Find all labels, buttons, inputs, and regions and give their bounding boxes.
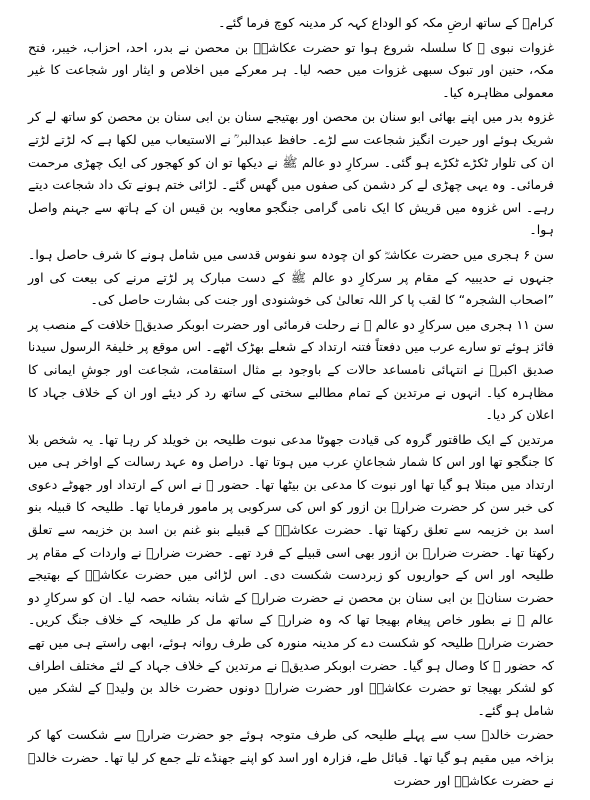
paragraph-2: غزوات نبوی ﷺ کا سلسلہ شروع ہوا تو حضرت عکاشہؓ بن محصن نے بدر، احد، احزاب، خیبر، فتح مکہ، حنین اور تبوک سبھی غزوات میں حصہ لیا۔ ہر معرکے میں اخلاص و ایثار اور شجاعت کا غیر معمولی مظاہرہ کیا۔ bbox=[28, 39, 554, 100]
paragraph-5: سن ۱۱ ہجری میں سرکارِ دو عالم ﷺ نے رحلت فرمائی اور حضرت ابوبکر صدیقؓ خلافت کے منصب پر فائز ہوئے تو سارے عرب میں دفعتاً فتنہ ارتداد کے شعلے بھڑک اٹھے۔ اس موقع پر خلیفۃ الرسول سیدنا صدیق اکبرؓ نے انتہائی نامساعد حالات کے باوجود بے مثال استقامت، شجاعت اور جوشِ ایمانی کا مظاہرہ کیا۔ انہوں نے مرتدین کے تمام مطالبے سختی کے ساتھ رد کر دیئے اور ان کے خلاف جہاد کا اعلان کر دیا۔ bbox=[28, 316, 554, 423]
paragraph-3: غزوہ بدر میں اپنے بھائی ابو سنان بن محصن اور بھتیجے سنان بن ابی سنان بن محصن کو ساتھ لے کر شریک ہوئے اور حیرت انگیز شجاعت سے لڑے۔ حافظ عبدالبر ؒ نے الاستیعاب میں لکھا ہے کہ لڑتے لڑتے ان کی تلوار ٹکڑے ٹکڑے ہو گئی۔ سرکارِ دو عالم ﷺ نے دیکھا تو ان کو کھجور کی ایک چھڑی مرحمت فرمائی۔ وہ یہی چھڑی لے کر دشمن کی صفوں میں گھس گئے۔ لڑائی ختم ہونے تک داد شجاعت دیتے رہے۔ اس غزوہ میں قریش کا ایک نامی گرامی جنگجو معاویہ بن قیس ان کے ہاتھ سے جہنم واصل ہوا۔ bbox=[28, 109, 554, 238]
paragraph-6: مرتدین کے ایک طاقتور گروہ کی قیادت جھوٹا مدعی نبوت طلیحہ بن خویلد کر رہا تھا۔ یہ شخص بلا کا جنگجو تھا اور اس کا شمار شجاعانِ عرب میں ہوتا تھا۔ دراصل وہ عہد رسالت کے اواخر ہی میں ارتداد میں مبتلا ہو گیا تھا اور نبوت کا مدعی بن بیٹھا تھا۔ حضور ﷺ نے اس کے ارتداد اور جھوٹے دعوی کی خبر سن کر حضرت ضرارؓ بن ازور کو اس کی سرکوبی پر مامور فرمایا تھا۔ طلیحہ کا قبیلہ بنو اسد بن خزیمہ سے تعلق رکھتا تھا۔ حضرت عکاشہؓ کے قبیلے بنو غنم بن اسد بن خزیمہ سے تعلق رکھتا تھا۔ حضرت ضرارؓ بن ازور بھی اسی قبیلے کے فرد تھے۔ حضرت ضرارؓ نے واردات کے مقام پر طلیحہ اور اس کے حواریوں کو زبردست شکست دی۔ اس لڑائی میں حضرت عکاشہؓ کے بھتیجے حضرت سنانؓ بن ابی سنان بن محصن نے حضرت ضرارؓ کے شانہ بشانہ حصہ لیا۔ ان کو سرکارِ دو عالم ﷺ نے بطور خاص پیغام بھیجا تھا کہ وہ ضرارؓ کے ساتھ مل کر طلیحہ کے خلاف جنگ کریں۔ حضرت ضرارؓ طلیحہ کو شکست دے کر مدینہ منورہ کی طرف روانہ ہوئے، ابھی راستے ہی میں تھے کہ حضور ﷺ کا وصال ہو گیا۔ حضرت ابوبکر صدیقؓ نے مرتدین کے خلاف جہاد کے لئے مختلف اطراف کو لشکر بھیجا تو حضرت عکاشہؓ اور حضرت ضرارؓ دونوں حضرت خالد بن ولیدؓ کے لشکر میں شامل ہو گئے۔ bbox=[28, 431, 554, 718]
paragraph-7: حضرت خالدؓ سب سے پہلے طلیحہ کی طرف متوجہ ہوئے جو حضرت ضرارؓ سے شکست کھا کر بزاخہ میں مقیم ہو گیا تھا۔ قبائل طے، فزارہ اور اسد کو اپنے جھنڈے تلے جمع کر لیا تھا۔ حضرت خالدؓ نے حضرت عکاشہؓ اور حضرت bbox=[28, 727, 554, 788]
page-body bbox=[28, 12, 554, 792]
paragraph-4: سن ۶ ہجری میں حضرت عکاشہؓ کو ان چودہ سو نفوس قدسی میں شامل ہونے کا شرف حاصل ہوا۔ جنہوں نے حدیبیہ کے مقام پر سرکارِ دو عالم ﷺ کے دست مبارک پر لڑتے مرنے کی بیعت کی اور ”اصحاب الشجرہ“ کا لقب پا کر اللہ تعالیٰ کی خوشنودی اور جنت کی بشارت حاصل کی۔ bbox=[28, 246, 554, 308]
paragraph-1: کرامؓ کے ساتھ ارضِ مکہ کو الوداع کہہ کر مدینہ کوچ فرما گئے۔ bbox=[218, 15, 554, 30]
